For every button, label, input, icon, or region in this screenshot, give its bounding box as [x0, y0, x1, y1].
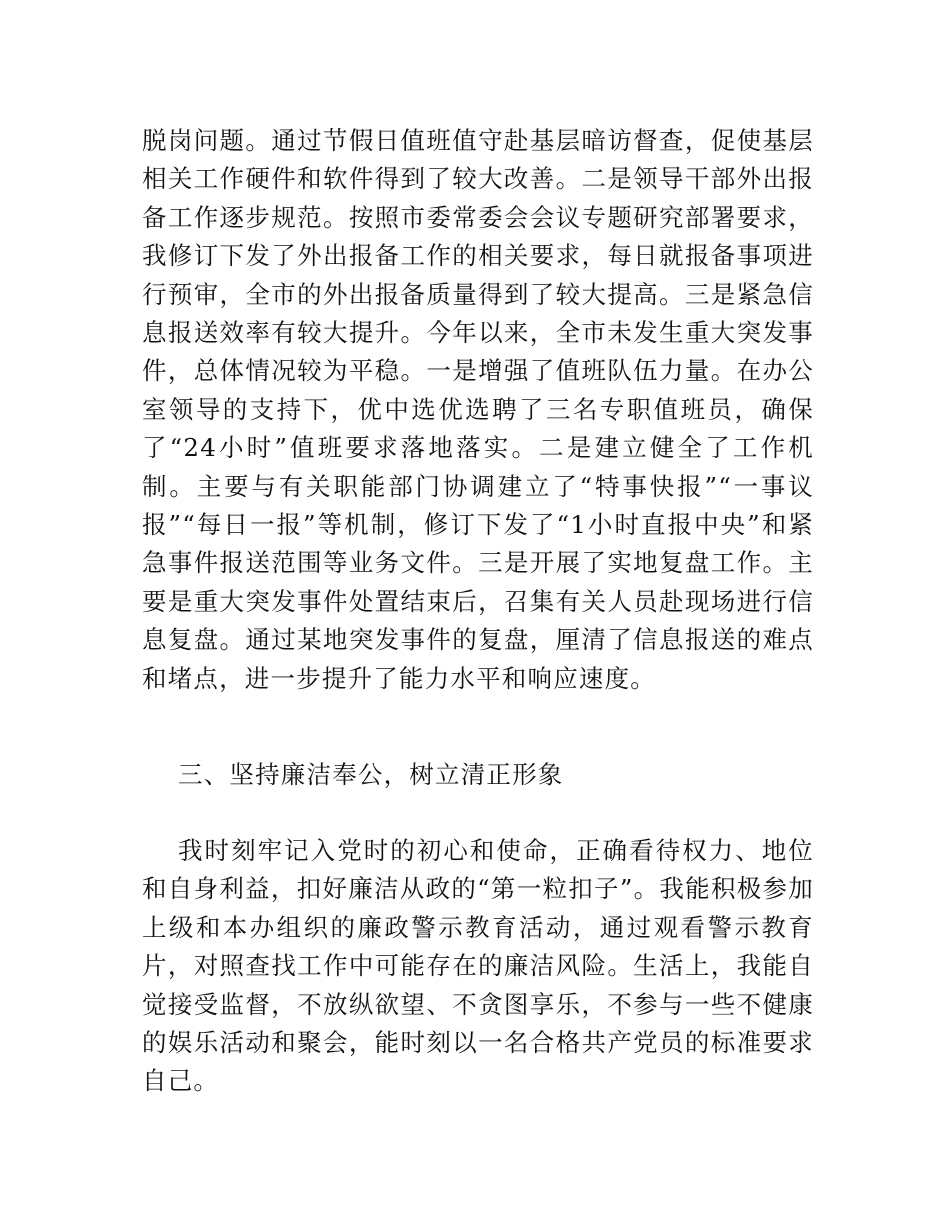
- section-heading: 三、坚持廉洁奉公，树立清正形象: [178, 760, 564, 789]
- body-paragraph: 我时刻牢记入党时的初心和使命，正确看待权力、地位和自身利益，扣好廉洁从政的“第一粒扣子”。我能积极参加上级和本办组织的廉政警示教育活动，通过观看警示教育片，对照查找工作中可能存在的廉洁风险。生活上，我能自觉接受监督，不放纵欲望、不贪图享乐，不参与一些不健康的娱乐活动和聚会，能时刻以一名合格共产党员的标准要求自己。: [142, 836, 814, 1096]
- body-paragraph: 脱岗问题。通过节假日值班值守赴基层暗访督查，促使基层相关工作硬件和软件得到了较大改善。二是领导干部外出报备工作逐步规范。按照市委常委会会议专题研究部署要求，我修订下发了外出报备工作的相关要求，每日就报备事项进行预审，全市的外出报备质量得到了较大提高。三是紧急信息报送效率有较大提升。今年以来，全市未发生重大突发事件，总体情况较为平稳。一是增强了值班队伍力量。在办公室领导的支持下，优中选优选聘了三名专职值班员，确保了“24小时”值班要求落地落实。二是建立健全了工作机制。主要与有关职能部门协调建立了“特事快报”“一事议报”“每日一报”等机制，修订下发了“1小时直报中央”和紧急事件报送范围等业务文件。三是开展了实地复盘工作。主要是重大突发事件处置结束后，召集有关人员赴现场进行信息复盘。通过某地突发事件的复盘，厘清了信息报送的难点和堵点，进一步提升了能力水平和响应速度。: [142, 126, 814, 693]
